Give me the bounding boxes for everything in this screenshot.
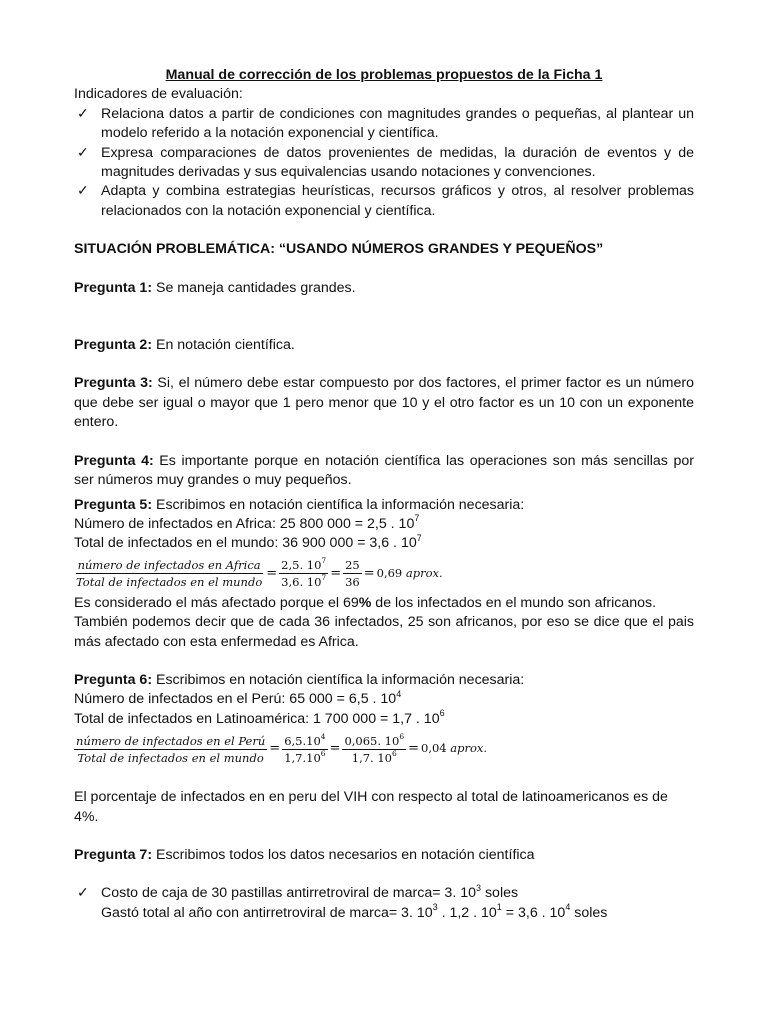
question-7: Pregunta 7: Escribimos todos los datos necesarios en notación científica ✓ Costo de caja de 30 pastillas antirretroviral de marca= 3. $10^3$ soles Gastó total al año con antirretroviral de marca= 3. $10^3$ . 1,2 . $10^1 = 3,6$ . $10^4$ soles (74, 846, 694, 923)
question-5: Pregunta 5: Escribimos en notación científica la información necesaria: Número de infectados en Africa: 25 800 000 = 2,5 . $10^7$ Total de infectados en el mundo: 36 900 000 = 3,6 . $10^7$ $\frac{\text{número de infectados en Africa}}{\text{Total de infectados en el mundo}}$ = $\frac{2,5. 10^7}{3,6. 10^7}$ = $\frac{25}{36}$ = 0,69 aprox. Es considerado el más afectado porque el 69% de los infectados en el mundo son africanos. También podemos decir que de cada 36 infectados, 25 son africanos, por eso se dice que el pais más afectado con esta enfermedad es Africa. (74, 496, 694, 652)
question-2: Pregunta 2: En notación científica. (74, 337, 295, 354)
q7-list (74, 884, 694, 923)
q5-conclusion-2: También podemos decir que de cada 36 infectados, 25 son africanos, por eso se dice que el pais más afectado con esta enfermedad es Africa. (74, 614, 694, 650)
checkmark-icon: ✓ (77, 885, 89, 902)
document-body (74, 66, 694, 923)
situation-heading: SITUACIÓN PROBLEMÁTICA: “USANDO NÚMEROS GRANDES Y PEQUEÑOS” (74, 241, 604, 258)
question-3: Pregunta 3: Si, el número debe estar compuesto por dos factores, el primer factor es un número que debe ser igual o mayor que 1 pero menor que 10 y el otro factor es un 10 con un exponente entero. (74, 375, 694, 431)
checkmark-icon: ✓ (77, 144, 89, 161)
checkmark-icon: ✓ (77, 105, 89, 122)
q7-item: ✓ Costo de caja de 30 pastillas antirretroviral de marca= 3. $10^3$ soles Gastó total al año con antirretroviral de marca= 3. $10^3$ . 1,2 . $10^1 = 3,6$ . $10^4$ soles (77, 882, 608, 921)
indicator-item: ✓ Relaciona datos a partir de condiciones con magnitudes grandes o pequeñas, al plantear un modelo referido a la notación exponencial y científica. (77, 105, 694, 142)
checkmark-icon: ✓ (77, 183, 89, 200)
q6-latam-line: Total de infectados en Latinoamérica: 1 700 000 = 1,7 . $10^6$ (74, 708, 445, 727)
q6-equation: $\frac{\text{número de infectados en el Perú}}{\text{Total de infectados en el mundo}}$ = $\frac{6,5.10^4}{1,7.10^6}$ = $\frac{0,065. 10^6}{1,7. 10^6}$ = 0,04 aprox. (76, 731, 488, 765)
q5-africa-line: Número de infectados en Africa: 25 800 000 = 2,5 . $10^7$ (74, 513, 420, 532)
question-1: Pregunta 1: Se maneja cantidades grandes. (74, 279, 356, 296)
q5-world-line: Total de infectados en el mundo: 36 900 000 = 3,6 . $10^7$ (74, 532, 422, 552)
q6-conclusion: El porcentaje de infectados en en peru del VIH con respecto al total de latinoamericanos es de 4%. (74, 789, 668, 825)
question-4: Pregunta 4: Es importante porque en notación científica las operaciones son más sencillas por ser números muy grandes o muy pequeños. (74, 452, 695, 489)
q5-conclusion-1: Es considerado el más afectado porque el 69% de los infectados en el mundo son africanos. (74, 594, 657, 611)
indicators-label: Indicadores de evaluación: (74, 86, 243, 103)
q6-peru-line: Número de infectados en el Perú: 65 000 = 6,5 . $10^4$ (74, 688, 402, 708)
question-6: Pregunta 6: Escribimos en notación científica la información necesaria: Número de infectados en el Perú: 65 000 = 6,5 . $10^4$ Total de infectados en Latinoamérica: 1 700 000 = 1,7 . $10^6$ $\frac{\text{número de infectados en el Perú}}{\text{Total de infectados en el mundo}}$ = $\frac{6,5.10^4}{1,7.10^6}$ = $\frac{0,065. 10^6}{1,7. 10^6}$ = 0,04 aprox. El porcentaje de infectados en en peru del VIH con respecto al total de latinoamericanos es de 4%. (74, 671, 694, 827)
q5-equation: $\frac{\text{número de infectados en Africa}}{\text{Total de infectados en el mundo}}$ = $\frac{2,5. 10^7}{3,6. 10^7}$ = $\frac{25}{36}$ = 0,69 aprox. (76, 556, 443, 590)
page-title: Manual de corrección de los problemas propuestos de la Ficha 1 (165, 67, 603, 83)
indicator-item: ✓ Expresa comparaciones de datos provenientes de medidas, la duración de eventos y de magnitudes derivadas y sus equivalencias usando notaciones y convenciones. (77, 144, 694, 181)
indicator-item: ✓ Adapta y combina estrategias heurísticas, recursos gráficos y otros, al resolver problemas relacionados con la notación exponencial y científica. (77, 183, 694, 219)
indicators-list (74, 105, 694, 221)
